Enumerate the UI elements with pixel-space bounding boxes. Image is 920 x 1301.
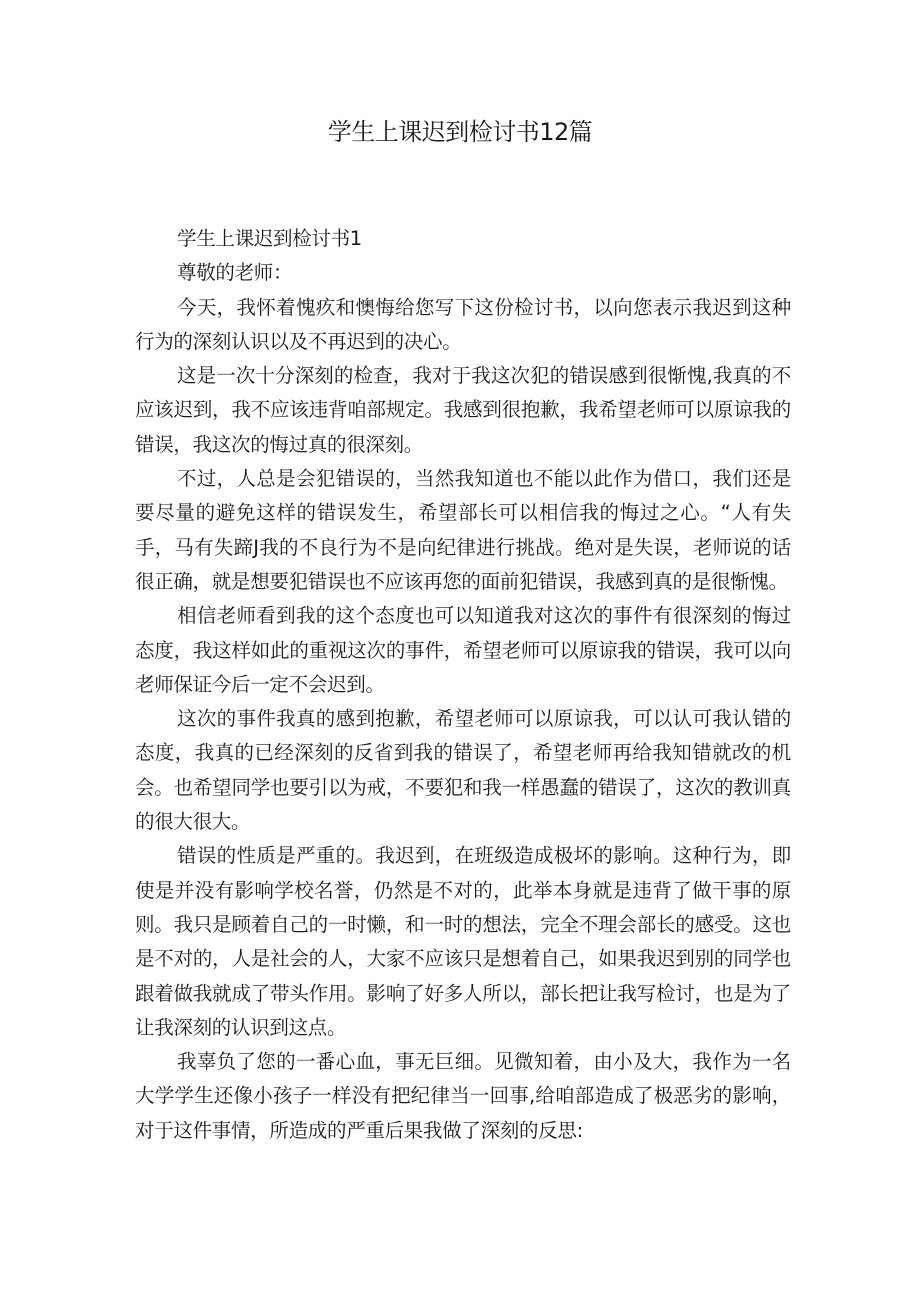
paragraph: 相信老师看到我的这个态度也可以知道我对这次的事件有很深刻的悔过态度，我这样如此的重视这次的事件，希望老师可以原谅我的错误，我可以向老师保证今后一定不会迟到。 [135,604,791,696]
paragraph: 这次的事件我真的感到抱歉，希望老师可以原谅我，可以认可我认错的态度，我真的已经深刻的反省到我的错误了，希望老师再给我知错就改的机会。也希望同学也要引以为戒，不要犯和我一样愚蠢的错误了，这次的教训真的很大很大。 [135,707,791,834]
document-title: 学生上课迟到检讨书12篇 [327,118,593,146]
document-body [135,222,791,1148]
paragraph: 错误的性质是严重的。我迟到，在班级造成极坏的影响。这种行为，即使是并没有影响学校名誉，仍然是不对的，此举本身就是违背了做干事的原则。我只是顾着自己的一时懒，和一时的想法，完全不理会部长的感受。这也是不对的，人是社会的人，大家不应该只是想着自己，如果我迟到别的同学也跟着做我就成了带头作用。影响了好多人所以，部长把让我写检讨，也是为了让我深刻的认识到这点。 [135,844,791,1039]
paragraph: 我辜负了您的一番心血，事无巨细。见微知着，由小及大，我作为一名大学学生还像小孩子一样没有把纪律当一回事,给咱部造成了极恶劣的影响，对于这件事情，所造成的严重后果我做了深刻的反思: [135,1050,791,1142]
salutation: 尊敬的老师： [177,261,293,285]
paragraph: 今天，我怀着愧疚和懊悔给您写下这份检讨书，以向您表示我迟到这种行为的深刻认识以及不再迟到的决心。 [135,295,791,353]
paragraph: 这是一次十分深刻的检查，我对于我这次犯的错误感到很惭愧,我真的不应该迟到，我不应该违背咱部规定。我感到很抱歉，我希望老师可以原谅我的错误，我这次的悔过真的很深刻。 [135,364,791,456]
paragraph: 不过，人总是会犯错误的，当然我知道也不能以此作为借口，我们还是要尽量的避免这样的错误发生，希望部长可以相信我的悔过之心。“人有失手，马有失蹄J我的不良行为不是向纪律进行挑战。绝对是失误，老师说的话很正确，就是想要犯错误也不应该再您的面前犯错误，我感到真的是很惭愧。 [135,467,791,593]
section-heading: 学生上课迟到检讨书1 [177,227,362,250]
